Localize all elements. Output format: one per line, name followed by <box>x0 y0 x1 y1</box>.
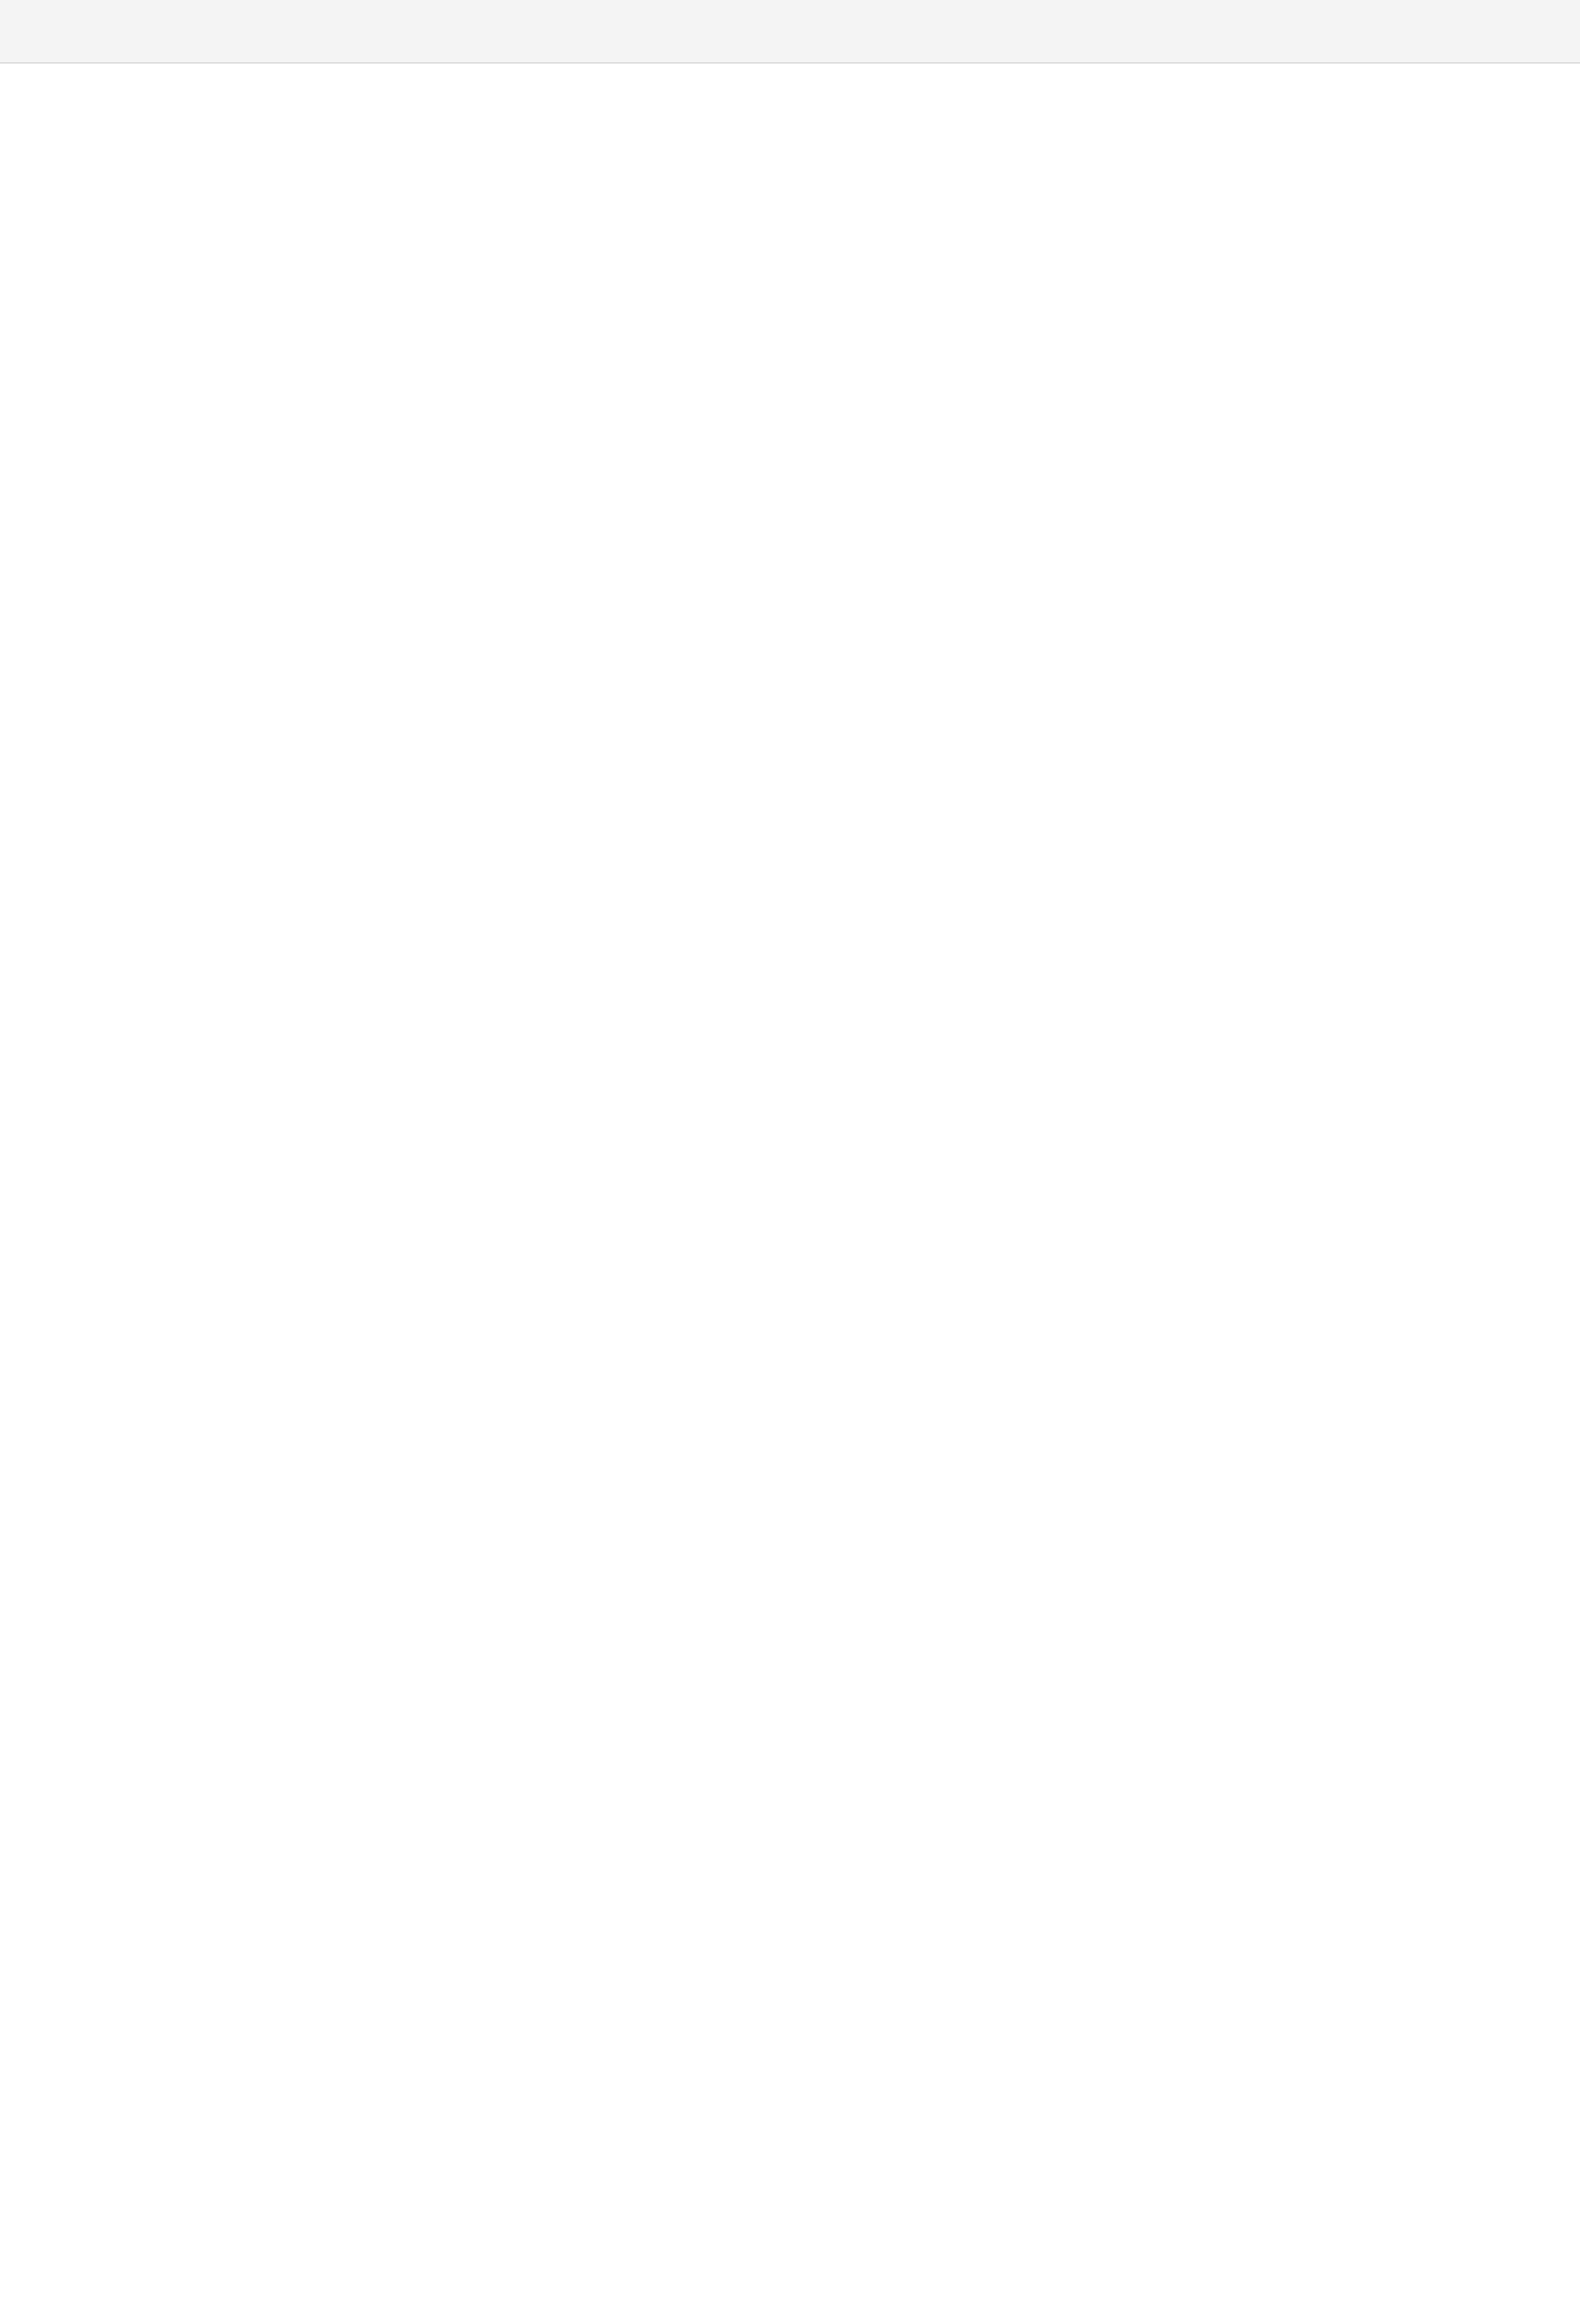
main-content <box>0 63 1580 2324</box>
window-header <box>0 0 1580 63</box>
